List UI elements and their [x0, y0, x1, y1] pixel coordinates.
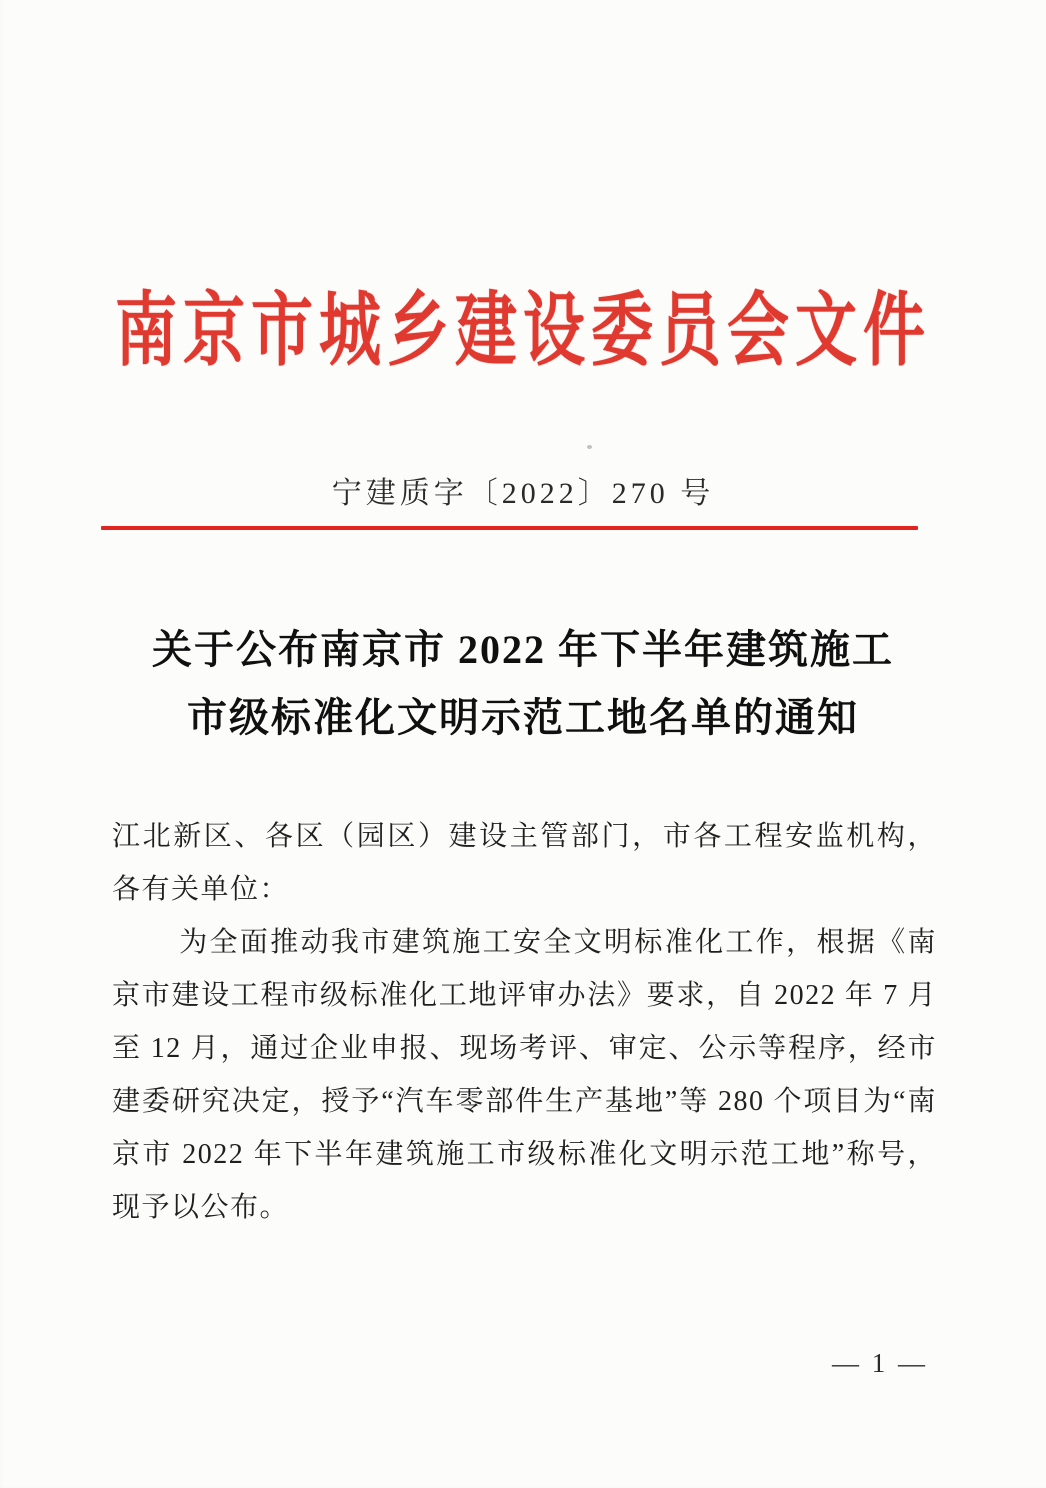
document-body	[112, 810, 937, 1234]
letterhead-title: 南京市城乡建设委员会文件	[114, 287, 931, 377]
page-number: — 1 —	[832, 1348, 928, 1378]
document-title-line2: 市级标准化文明示范工地名单的通知	[187, 695, 859, 740]
salutation-paragraph: 江北新区、各区（园区）建设主管部门，市各工程安监机构，各有关单位：	[112, 821, 937, 905]
document-reference-number: 宁建质字〔2022〕270 号	[331, 477, 715, 510]
red-divider-rule	[101, 526, 918, 530]
body-paragraph-1: 为全面推动我市建筑施工安全文明标准化工作，根据《南京市建设工程市级标准化工地评审办法》要求，自 2022 年 7 月至 12 月，通过企业申报、现场考评、审定、公示等程序，经市建委研究决定，授予“汽车零部件生产基地”等 280 个项目为“南京市 2022 年下半年建筑施工市级标准化文明示范工地”称号，现予以公布。	[112, 927, 937, 1223]
document-title	[0, 616, 1046, 752]
document-title-line1: 关于公布南京市 2022 年下半年建筑施工	[152, 627, 894, 672]
scan-artifact-dot	[587, 445, 592, 449]
